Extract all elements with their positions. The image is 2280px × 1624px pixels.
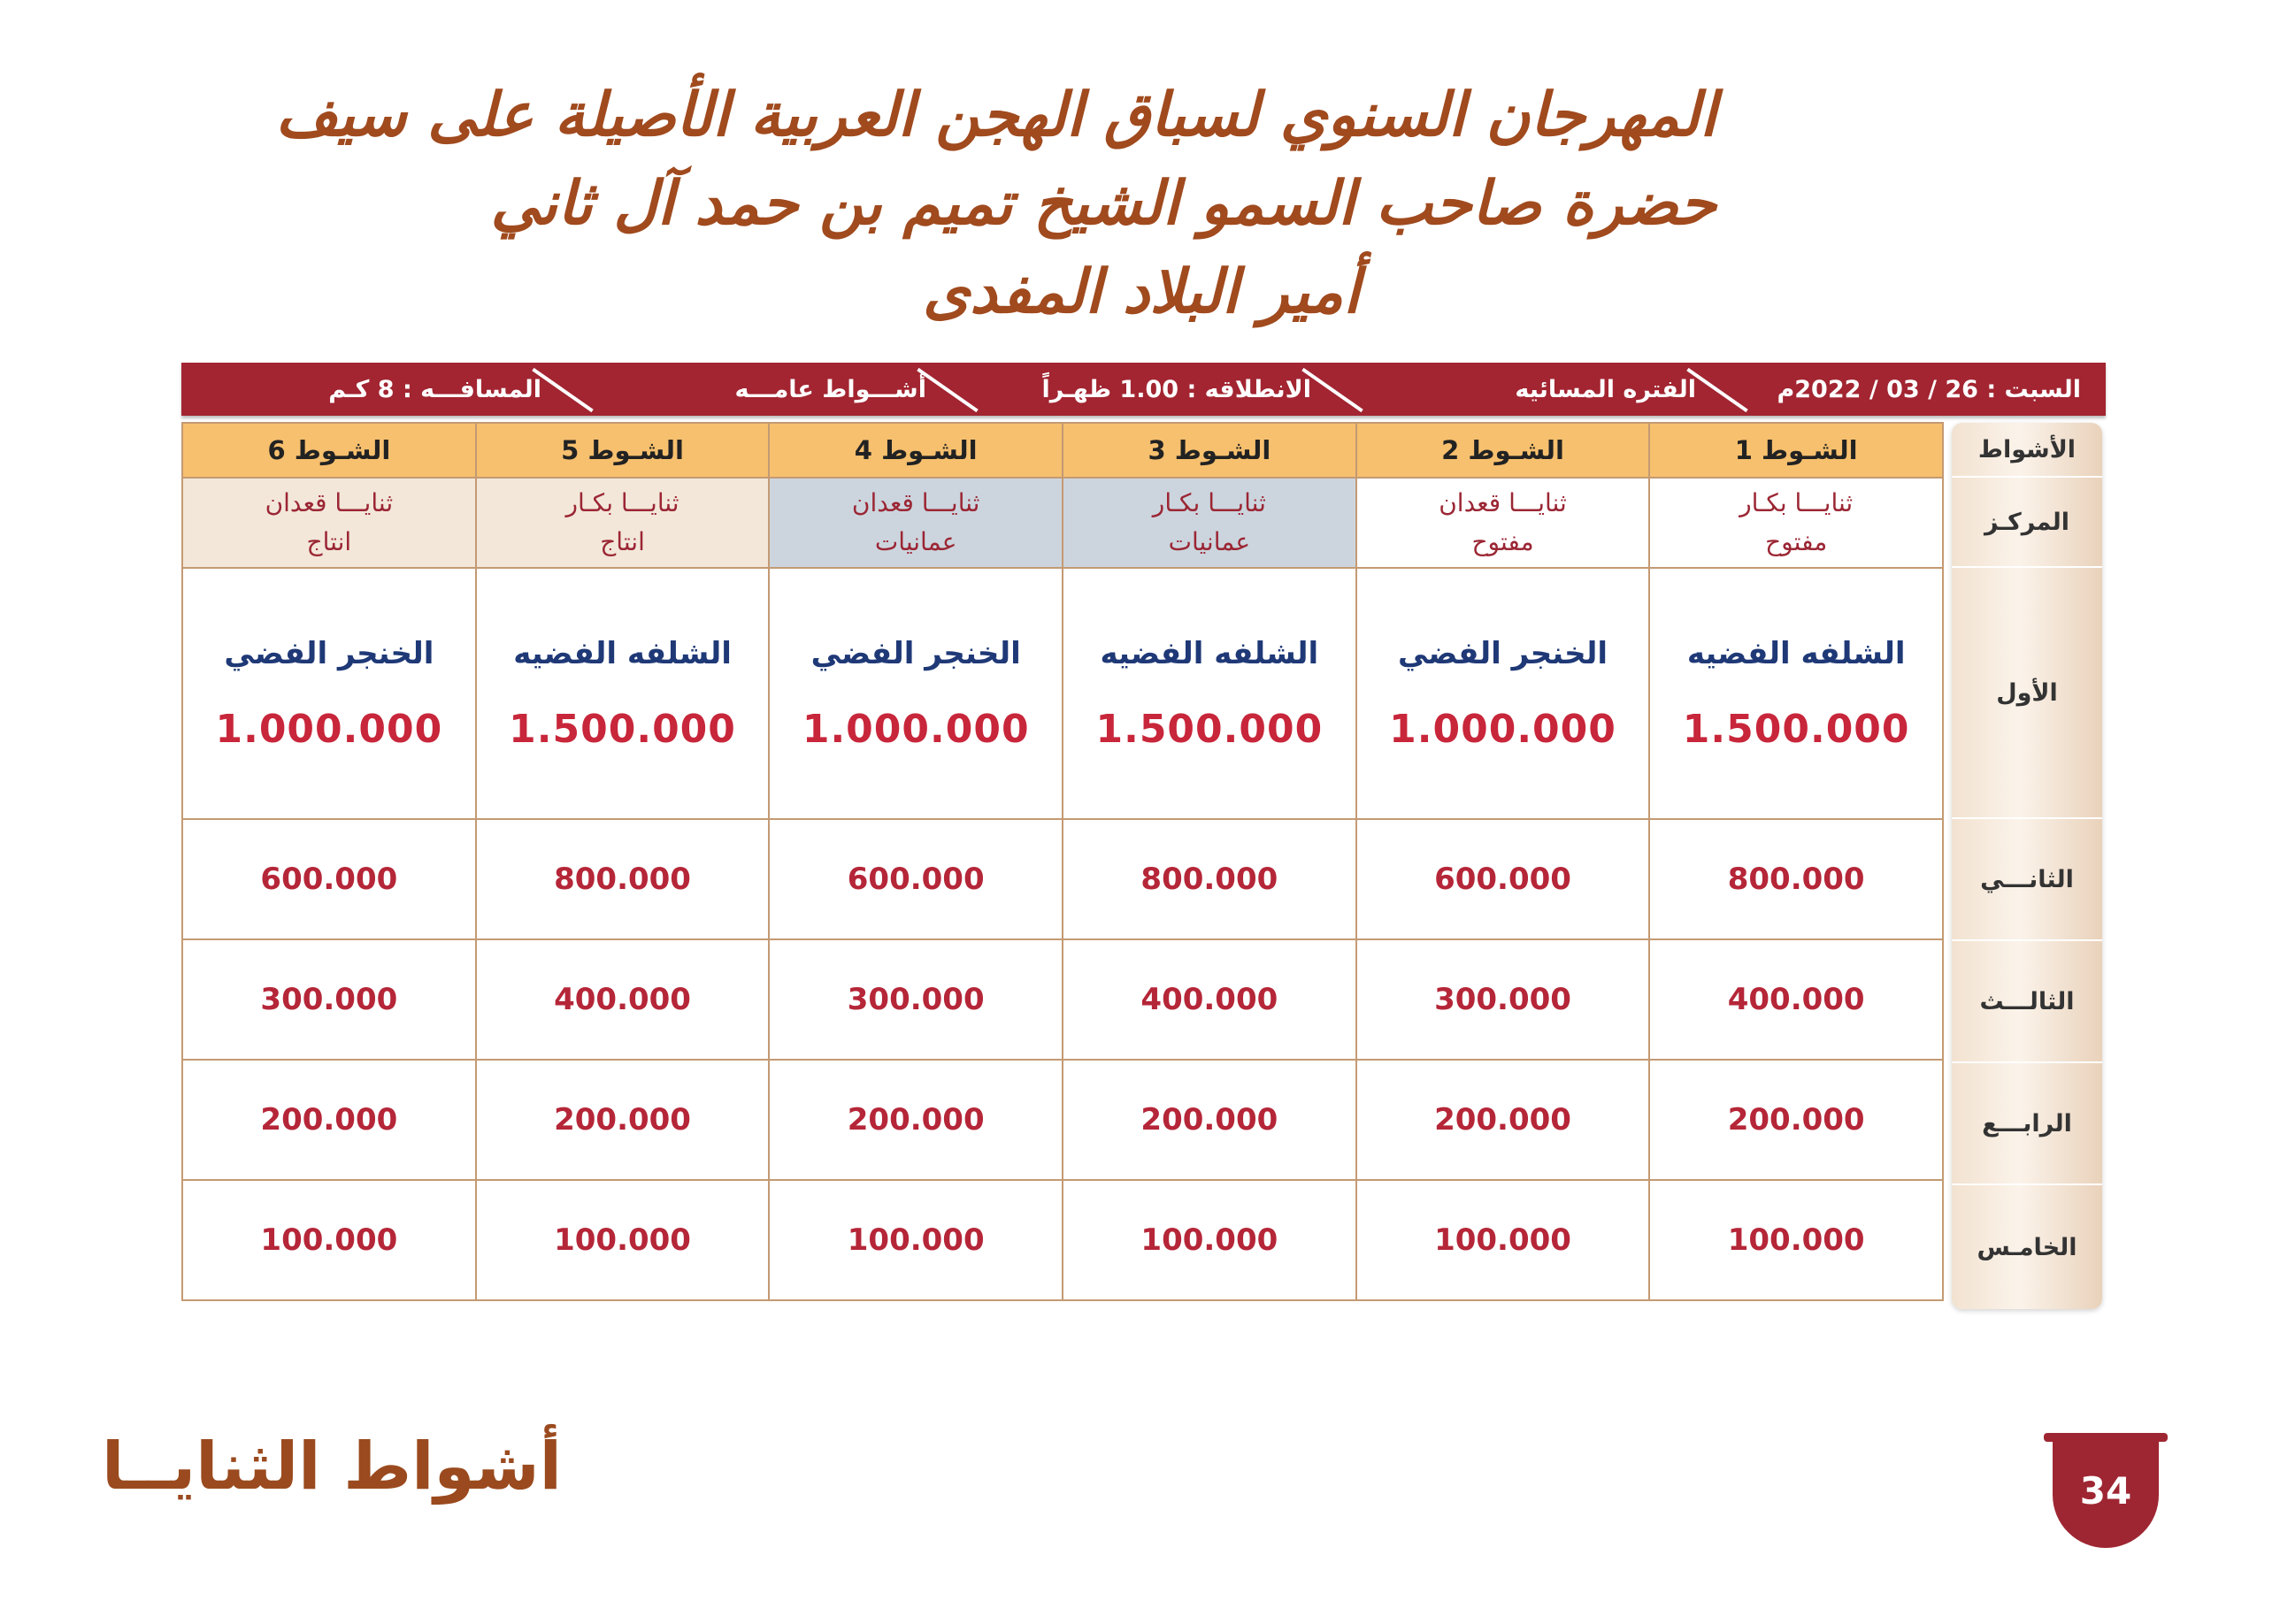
- center-category: ثنايـــا بكـار: [1739, 488, 1854, 517]
- course-4-fifth: 100.000: [769, 1180, 1063, 1300]
- center-type: مفتوح: [1471, 527, 1534, 556]
- course-3-header: الشـوط 3: [1063, 423, 1356, 478]
- course-3-third: 400.000: [1063, 939, 1356, 1060]
- trophy-name: الخنجر الفضي: [224, 635, 434, 671]
- course-5-center: [476, 478, 770, 568]
- trophy-name: الشلفه الفضيه: [1100, 635, 1319, 671]
- course-2-third: 300.000: [1356, 939, 1650, 1060]
- header-title: [275, 71, 1716, 336]
- course-5-fifth: 100.000: [476, 1180, 770, 1300]
- info-date: السبت : 26 / 03 / 2022م: [1721, 363, 2106, 416]
- trophy-name: الشلفه الفضيه: [1686, 635, 1906, 671]
- course-3-fourth: 200.000: [1063, 1060, 1356, 1180]
- course-5-third: 400.000: [476, 939, 770, 1060]
- course-2-fourth: 200.000: [1356, 1060, 1650, 1180]
- row-label-courses: الأشواط: [1952, 423, 2102, 478]
- course-2-header: الشـوط 2: [1356, 423, 1650, 478]
- course-5-fourth: 200.000: [476, 1060, 770, 1180]
- title-line-2: حضرة صاحب السمو الشيخ تميم بن حمد آل ثاني: [490, 168, 1716, 239]
- course-6-fourth: 200.000: [182, 1060, 476, 1180]
- course-1-third: 400.000: [1649, 939, 1943, 1060]
- course-3-second: 800.000: [1063, 819, 1356, 939]
- center-category: ثنايـــا قعدان: [265, 488, 394, 517]
- course-5-header: الشـوط 5: [476, 423, 770, 478]
- fourth-place-row: [182, 1060, 1943, 1180]
- center-category: ثنايـــا بكـار: [1152, 488, 1266, 517]
- row-label-fourth: الرابـــع: [1952, 1063, 2102, 1185]
- prize-amount: 1.000.000: [802, 706, 1030, 752]
- course-2-second: 600.000: [1356, 819, 1650, 939]
- course-4-third: 300.000: [769, 939, 1063, 1060]
- center-type: عمانيات: [874, 527, 957, 556]
- info-bar: [181, 363, 2106, 416]
- course-6-third: 300.000: [182, 939, 476, 1060]
- course-6-fifth: 100.000: [182, 1180, 476, 1300]
- row-label-column: [1952, 423, 2102, 1309]
- course-6-header: الشـوط 6: [182, 423, 476, 478]
- third-place-row: [182, 939, 1943, 1060]
- center-type: عمانيات: [1168, 527, 1251, 556]
- course-1-first: [1649, 568, 1943, 819]
- trophy-name: الخنجر الفضي: [810, 635, 1021, 671]
- course-4-second: 600.000: [769, 819, 1063, 939]
- row-label-second: الثانـــي: [1952, 819, 2102, 941]
- title-line-1: المهرجان السنوي لسباق الهجن العربية الأصيلة على سيف: [275, 80, 1716, 150]
- course-4-first: [769, 568, 1063, 819]
- prize-amount: 1.000.000: [1389, 706, 1616, 752]
- course-1-second: 800.000: [1649, 819, 1943, 939]
- course-5-first: [476, 568, 770, 819]
- course-6-first: [182, 568, 476, 819]
- course-5-second: 800.000: [476, 819, 770, 939]
- fifth-place-row: [182, 1180, 1943, 1300]
- trophy-name: الخنجر الفضي: [1397, 635, 1608, 671]
- course-1-fifth: 100.000: [1649, 1180, 1943, 1300]
- center-category: ثنايـــا بكـار: [565, 488, 679, 517]
- row-label-third: الثالـــث: [1952, 941, 2102, 1063]
- info-period: الفتره المسائيه: [1336, 363, 1721, 416]
- course-2-fifth: 100.000: [1356, 1180, 1650, 1300]
- course-1-center: [1649, 478, 1943, 568]
- center-row: [182, 478, 1943, 568]
- course-6-second: 600.000: [182, 819, 476, 939]
- info-distance: المسافـــه : 8 كـم: [328, 375, 541, 403]
- row-label-fifth: الخامـس: [1977, 1233, 2077, 1261]
- course-6-center: [182, 478, 476, 568]
- center-type: مفتوح: [1765, 527, 1828, 556]
- course-3-first: [1063, 568, 1356, 819]
- prize-amount: 1.500.000: [1682, 706, 1910, 752]
- center-category: ثنايـــا قعدان: [1439, 488, 1567, 517]
- course-1-header: الشـوط 1: [1649, 423, 1943, 478]
- prize-amount: 1.000.000: [215, 706, 443, 752]
- page-number: 34: [2079, 1468, 2132, 1513]
- prize-amount: 1.500.000: [1095, 706, 1324, 752]
- info-start-time: الانطلاقه : 1.00 ظهـراً: [951, 363, 1336, 416]
- course-3-center: [1063, 478, 1356, 568]
- prizes-table: [181, 422, 1944, 1301]
- course-4-center: [769, 478, 1063, 568]
- row-label-center: المركـز: [1952, 478, 2102, 568]
- course-header-row: [182, 423, 1943, 478]
- center-category: ثنايـــا قعدان: [851, 488, 980, 517]
- row-label-first: الأول: [1952, 568, 2102, 819]
- prize-amount: 1.500.000: [509, 706, 736, 752]
- info-course-type: أشـــواط عامـــه: [566, 363, 951, 416]
- course-4-header: الشـوط 4: [769, 423, 1063, 478]
- trophy-name: الشلفه الفضيه: [513, 635, 732, 671]
- title-line-3: أمير البلاد المفدى: [923, 257, 1360, 327]
- course-1-fourth: 200.000: [1649, 1060, 1943, 1180]
- course-2-center: [1356, 478, 1650, 568]
- section-title: أشواط الثنايــا: [101, 1429, 562, 1505]
- second-place-row: [182, 819, 1943, 939]
- course-2-first: [1356, 568, 1650, 819]
- center-type: انتاج: [600, 527, 645, 556]
- center-type: انتاج: [306, 527, 352, 556]
- page-number-badge: [2053, 1433, 2159, 1548]
- course-4-fourth: 200.000: [769, 1060, 1063, 1180]
- first-place-row: [182, 568, 1943, 819]
- course-3-fifth: 100.000: [1063, 1180, 1356, 1300]
